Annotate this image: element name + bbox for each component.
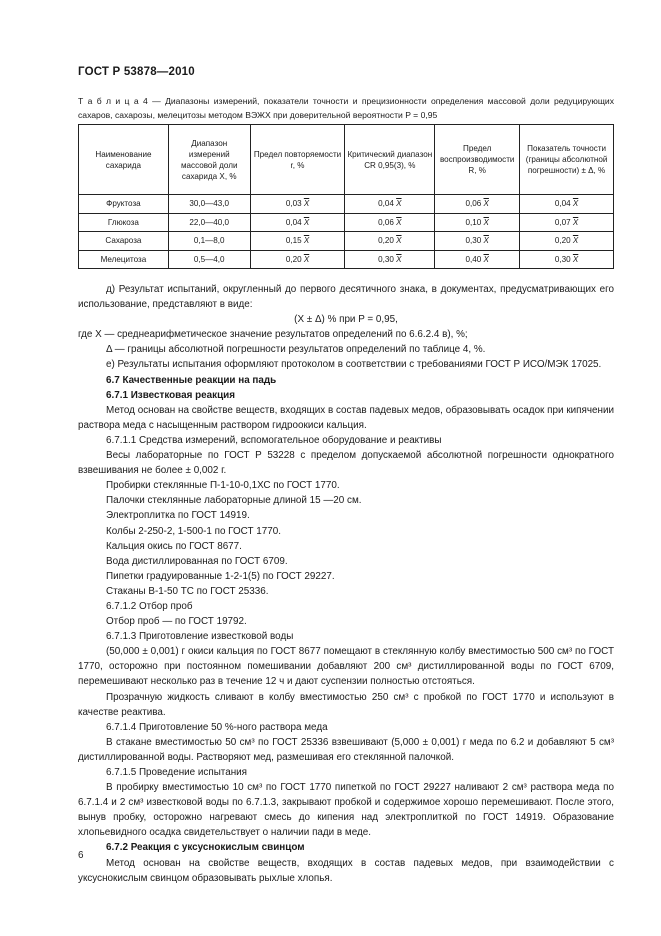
- table-cell: 0,30 $\overline{X}$: [520, 250, 614, 269]
- list-item: Электроплитка по ГОСТ 14919.: [106, 510, 250, 522]
- table-cell: 22,0—40,0: [168, 213, 250, 232]
- list-item: Стаканы В-1-50 ТС по ГОСТ 25336.: [106, 585, 269, 597]
- table-row: [79, 232, 614, 251]
- subsection-heading: 6.7.2 Реакция с уксуснокислым свинцом: [106, 842, 305, 854]
- table-cell: 0,30 $\overline{X}$: [435, 232, 520, 251]
- list-item: Пробирки стеклянные П-1-10-0,1ХС по ГОСТ 1770.: [106, 480, 340, 492]
- table-cell: 0,07 $\overline{X}$: [520, 213, 614, 232]
- table-row: [79, 213, 614, 232]
- table-cell: 0,04 $\overline{X}$: [345, 195, 435, 214]
- paragraph: В стакане вместимостью 50 см³ по ГОСТ 25336 взвешивают (5,000 ± 0,001) г меда по 6.2 и добавляют 5 см³ дистиллированной воды. Растворяют мед, размешивая его стеклянной палочкой.: [78, 736, 614, 763]
- list-item: Пипетки градуированные 1-2-1(5) по ГОСТ 29227.: [106, 570, 335, 582]
- table-cell: Сахароза: [79, 232, 169, 251]
- list-item: Кальция окись по ГОСТ 8677.: [106, 540, 242, 552]
- table-cell: 0,03 $\overline{X}$: [250, 195, 345, 214]
- paragraph: Метод основан на свойстве веществ, входящих в состав падевых медов, образовывать осадок при кипячении раствора меда с насыщенным раствором гидроокиси кальция.: [78, 404, 614, 431]
- formula: (X ± Δ) % при P = 0,95,: [294, 314, 398, 326]
- table-header-cell: Критический диапазон CR 0,95(3), %: [345, 125, 435, 195]
- table-cell: 0,20 $\overline{X}$: [250, 250, 345, 269]
- paragraph: Метод основан на свойстве веществ, входящих в состав падевых медов, при взаимодействии с уксуснокислым свинцом образовывать рыхлые хлопья.: [78, 857, 614, 884]
- table-header-cell: Показатель точности (границы абсолютной погрешности) ± Δ, %: [520, 125, 614, 195]
- paragraph: Прозрачную жидкость сливают в колбу вместимостью 250 см³ с пробкой по ГОСТ 1770 и используют в качестве реактива.: [78, 691, 614, 718]
- list-item: Колбы 2-250-2, 1-500-1 по ГОСТ 1770.: [106, 525, 281, 537]
- table-cell: 0,06 $\overline{X}$: [435, 195, 520, 214]
- paragraph: где X — среднеарифметическое значение результатов определений по 6.6.2.4 в), %;: [78, 329, 468, 341]
- list-item: Вода дистиллированная по ГОСТ 6709.: [106, 555, 288, 567]
- paragraph: В пробирку вместимостью 10 см³ по ГОСТ 1770 пипеткой по ГОСТ 29227 наливают 2 см³ раствора меда по 6.7.1.4 и 2 см³ известковой воды по 6.7.1.3, закрывают пробкой и содержимое хорошо перемешивают. После этого, вынув пробку, осторожно нагревают смесь до кипения над электроплиткой по ГОСТ 14919. Образование хлопьевидного осадка свидетельствует о наличии пади в меде.: [78, 782, 614, 839]
- table-cell: Фруктоза: [79, 195, 169, 214]
- list-item: Палочки стеклянные лабораторные длиной 15 —20 см.: [106, 495, 362, 507]
- paragraph: д) Результат испытаний, округленный до первого десятичного знака, в документах, предусматривающих его использование, представляют в виде:: [78, 284, 614, 311]
- document-body: [78, 282, 614, 886]
- table-caption: Т а б л и ц а 4 — Диапазоны измерений, показатели точности и прецизионности определения массовой доли редуцирующих сахаров, сахарозы, мелецитозы методом ВЭЖХ при доверительной вероятности P = 0,95: [78, 96, 614, 120]
- table-header-cell: Наименование сахарида: [79, 125, 169, 195]
- table-cell: 0,10 $\overline{X}$: [435, 213, 520, 232]
- paragraph: е) Результаты испытания оформляют протоколом в соответствии с требованиями ГОСТ Р ИСО/МЭК 17025.: [106, 359, 602, 371]
- paragraph: Отбор проб — по ГОСТ 19792.: [106, 616, 247, 628]
- table-cell: 0,1—8,0: [168, 232, 250, 251]
- table-row: [79, 195, 614, 214]
- table-cell: 0,20 $\overline{X}$: [520, 232, 614, 251]
- table-cell: Глюкоза: [79, 213, 169, 232]
- table-header-cell: Диапазон измерений массовой доли сахарида X, %: [168, 125, 250, 195]
- page-header: ГОСТ Р 53878—2010: [78, 66, 195, 78]
- table-cell: 30,0—43,0: [168, 195, 250, 214]
- subsection-heading: 6.7.1 Известковая реакция: [106, 389, 235, 401]
- paragraph: 6.7.1.2 Отбор проб: [106, 600, 193, 612]
- paragraph: 6.7.1.1 Средства измерений, вспомогательное оборудование и реактивы: [106, 434, 442, 446]
- accuracy-table: [78, 124, 614, 269]
- table-cell: Мелецитоза: [79, 250, 169, 269]
- table-header-cell: Предел воспроизводимости R, %: [435, 125, 520, 195]
- table-cell: 0,5—4,0: [168, 250, 250, 269]
- table-row: [79, 250, 614, 269]
- table-header-cell: Предел повторяемости r, %: [250, 125, 345, 195]
- table-cell: 0,30 $\overline{X}$: [345, 250, 435, 269]
- table-cell: 0,06 $\overline{X}$: [345, 213, 435, 232]
- paragraph: Весы лабораторные по ГОСТ Р 53228 с пределом допускаемой абсолютной погрешности однократного взвешивания не более ± 0,002 г.: [78, 450, 614, 477]
- paragraph: 6.7.1.3 Приготовление известковой воды: [106, 631, 294, 643]
- paragraph: Δ — границы абсолютной погрешности результатов определений по таблице 4, %.: [106, 344, 486, 356]
- section-heading: 6.7 Качественные реакции на падь: [106, 374, 277, 386]
- table-cell: 0,15 $\overline{X}$: [250, 232, 345, 251]
- paragraph: (50,000 ± 0,001) г окиси кальция по ГОСТ 8677 помещают в стеклянную колбу вместимостью 500 см³ по ГОСТ 1770, осторожно при постоянном помешивании добавляют 200 см³ дистиллированной воды по ГОСТ 6709, перемешивают несколько раз в течение 12 ч и дают суспензии полностью отстояться.: [78, 646, 614, 688]
- table-cell: 0,40 $\overline{X}$: [435, 250, 520, 269]
- table-cell: 0,04 $\overline{X}$: [520, 195, 614, 214]
- paragraph: 6.7.1.5 Проведение испытания: [106, 767, 248, 778]
- table-cell: 0,20 $\overline{X}$: [345, 232, 435, 251]
- paragraph: 6.7.1.4 Приготовление 50 %-ного раствора меда: [106, 721, 328, 733]
- table-cell: 0,04 $\overline{X}$: [250, 213, 345, 232]
- page-number: 6: [78, 850, 84, 861]
